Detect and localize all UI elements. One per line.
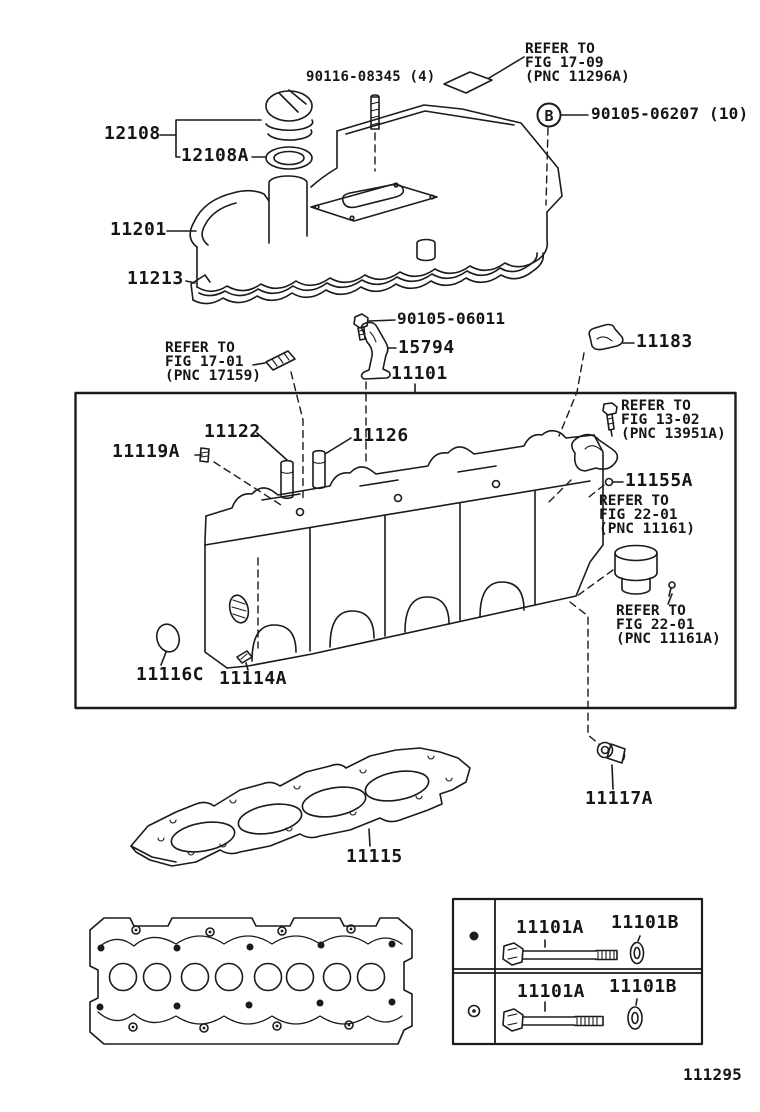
callout-90105-06011: 90105-06011 bbox=[397, 309, 506, 328]
refer-line: FIG 13-02 bbox=[621, 412, 700, 428]
plug-11117a-icon bbox=[598, 743, 626, 764]
callout-11101: 11101 bbox=[391, 363, 448, 384]
part-11183-drawing bbox=[589, 325, 623, 350]
callout-15794: 15794 bbox=[398, 337, 455, 358]
figure-code: 111295 bbox=[683, 1065, 742, 1084]
callout-90105-06207: 90105-06207 (10) bbox=[591, 104, 749, 123]
refer-line: (PNC 11296A) bbox=[525, 69, 630, 85]
callout-11213: 11213 bbox=[127, 268, 184, 289]
refer-line: REFER TO bbox=[621, 398, 691, 414]
callout-11114a: 11114A bbox=[219, 668, 288, 689]
bracket-13951a-drawing bbox=[572, 435, 618, 471]
refer-line: (PNC 13951A) bbox=[621, 426, 726, 442]
callout-11115: 11115 bbox=[346, 846, 403, 867]
callout-11117a: 11117A bbox=[585, 788, 654, 809]
refer-line: (PNC 17159) bbox=[165, 368, 262, 384]
callout-90116-08345: 90116-08345 (4) bbox=[306, 69, 436, 85]
legend-row2-washer-label: 11101B bbox=[609, 976, 678, 997]
refer-line: REFER TO bbox=[616, 603, 686, 619]
stud-17159-icon bbox=[266, 351, 295, 370]
cap-11161-drawing bbox=[615, 546, 657, 595]
part-15794-drawing bbox=[362, 323, 391, 380]
refer-line: FIG 22-01 bbox=[616, 617, 695, 633]
callout-12108a: 12108A bbox=[181, 145, 250, 166]
oil-filler-cap-drawing bbox=[266, 90, 313, 140]
refer-line: (PNC 11161) bbox=[599, 521, 696, 537]
refer-note-fig-22-01-upper bbox=[599, 494, 695, 536]
refer-line: FIG 22-01 bbox=[599, 507, 678, 523]
callout-11155a: 11155A bbox=[625, 470, 694, 491]
seal-11116c-icon bbox=[154, 622, 182, 655]
stud-bolt-90116-icon bbox=[371, 95, 379, 129]
refer-note-fig-22-01-lower bbox=[616, 604, 721, 646]
legend-washer-row2-icon bbox=[628, 999, 642, 1029]
refer-line: FIG 17-01 bbox=[165, 354, 244, 370]
callout-11122: 11122 bbox=[204, 421, 261, 442]
cover-gasket-drawing bbox=[191, 253, 543, 304]
cap-seal-drawing bbox=[266, 147, 312, 169]
callout-11201: 11201 bbox=[110, 219, 167, 240]
baffle-plate-icon bbox=[444, 72, 492, 93]
head-gasket-drawing bbox=[131, 748, 470, 866]
cylinder-head-drawing bbox=[205, 431, 603, 668]
callout-11116c: 11116C bbox=[136, 664, 205, 685]
legend-washer-row1-icon bbox=[631, 936, 644, 964]
dashed-assembly-lines bbox=[214, 128, 613, 744]
pin-11155a-icon bbox=[606, 479, 613, 486]
callout-11183: 11183 bbox=[636, 331, 693, 352]
bolt-13951a-icon bbox=[603, 403, 617, 436]
legend-row2-bolt-label: 11101A bbox=[517, 981, 586, 1002]
valve-guide-11126-icon bbox=[313, 451, 325, 489]
legend-row1-bolt-label: 11101A bbox=[516, 917, 585, 938]
head-bottom-view-drawing bbox=[90, 918, 412, 1044]
refer-note-fig-17-01 bbox=[165, 341, 261, 383]
legend-bolt-row2-icon bbox=[503, 1002, 603, 1031]
pin-11114a-icon bbox=[237, 651, 252, 663]
refer-line: FIG 17-09 bbox=[525, 55, 604, 71]
refer-line: (PNC 11161A) bbox=[616, 631, 721, 647]
leader-lines bbox=[160, 57, 672, 846]
refer-note-fig-13-02 bbox=[621, 399, 726, 441]
refer-line: REFER TO bbox=[165, 340, 235, 356]
legend-bolt-row1-icon bbox=[503, 940, 617, 965]
refer-note-fig-17-09 bbox=[525, 42, 630, 84]
refer-line: REFER TO bbox=[525, 41, 595, 57]
b-callout-letter: B bbox=[544, 107, 554, 125]
callout-12108: 12108 bbox=[104, 123, 161, 144]
callout-11119a: 11119A bbox=[112, 441, 181, 462]
legend-marker-ring-dot bbox=[469, 1006, 480, 1017]
callout-11126: 11126 bbox=[352, 425, 409, 446]
refer-line: REFER TO bbox=[599, 493, 669, 509]
legend-marker-filled-dot bbox=[470, 932, 479, 941]
valve-cover-drawing bbox=[190, 105, 562, 291]
legend-row1-washer-label: 11101B bbox=[611, 912, 680, 933]
